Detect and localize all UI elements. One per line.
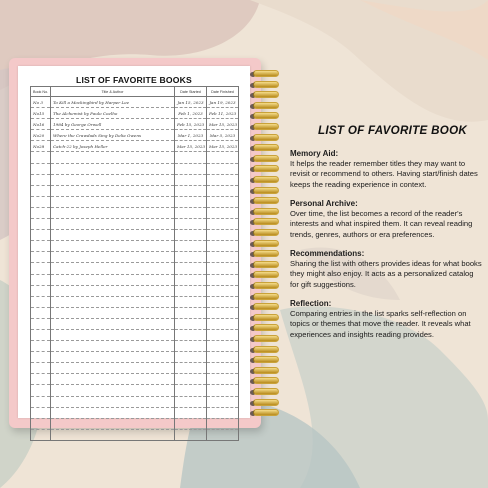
page-title: LIST OF FAVORITE BOOKS bbox=[76, 75, 192, 85]
date-finished-cell bbox=[207, 318, 239, 329]
spiral-ring bbox=[250, 229, 280, 237]
empty-table-row bbox=[31, 296, 239, 307]
date-finished-cell bbox=[207, 274, 239, 285]
date-finished-cell bbox=[207, 363, 239, 374]
date-started-cell bbox=[175, 296, 207, 307]
ring-wire bbox=[253, 367, 279, 374]
ring-wire bbox=[253, 250, 279, 257]
title-author-cell bbox=[51, 230, 175, 241]
date-finished-cell bbox=[207, 252, 239, 263]
section-heading: Recommendations: bbox=[290, 249, 365, 258]
book-number-cell bbox=[31, 174, 51, 185]
date-finished-cell bbox=[207, 263, 239, 274]
empty-table-row bbox=[31, 363, 239, 374]
book-number-cell bbox=[31, 429, 51, 440]
date-started-cell bbox=[175, 429, 207, 440]
date-finished-cell: Mar 15, 2023 bbox=[207, 141, 239, 152]
title-author-cell: Where the Crawdads Sing by Delia Owens bbox=[51, 130, 175, 141]
spiral-ring bbox=[250, 250, 280, 258]
date-finished-cell bbox=[207, 219, 239, 230]
spiral-ring bbox=[250, 208, 280, 216]
date-finished-cell bbox=[207, 352, 239, 363]
empty-table-row bbox=[31, 429, 239, 440]
date-started-cell bbox=[175, 207, 207, 218]
table-row bbox=[31, 108, 239, 119]
book-number-cell bbox=[31, 152, 51, 163]
ring-wire bbox=[253, 187, 279, 194]
column-header-title-author: Title & Author bbox=[51, 87, 175, 97]
table-body bbox=[31, 97, 239, 441]
book-number-cell bbox=[31, 241, 51, 252]
date-started-cell bbox=[175, 152, 207, 163]
date-started-cell bbox=[175, 219, 207, 230]
date-started-cell bbox=[175, 418, 207, 429]
title-author-cell: Catch-22 by Joseph Heller bbox=[51, 141, 175, 152]
spiral-ring bbox=[250, 356, 280, 364]
date-started-cell bbox=[175, 196, 207, 207]
ring-wire bbox=[253, 144, 279, 151]
ring-wire bbox=[253, 112, 279, 119]
section-body: Comparing entries in the list sparks self-reflection on topics or themes that move the reader. It reveals what experiences and insights reading provides. bbox=[290, 309, 471, 339]
book-number-cell bbox=[31, 252, 51, 263]
ring-wire bbox=[253, 81, 279, 88]
date-finished-cell bbox=[207, 329, 239, 340]
info-section-personal-archive bbox=[290, 198, 482, 240]
title-author-cell: The Alchemist by Paulo Coelho bbox=[51, 108, 175, 119]
date-finished-cell bbox=[207, 407, 239, 418]
date-started-cell bbox=[175, 241, 207, 252]
ring-wire bbox=[253, 70, 279, 77]
date-finished-cell bbox=[207, 418, 239, 429]
table-row bbox=[31, 141, 239, 152]
book-number-cell bbox=[31, 341, 51, 352]
ring-wire bbox=[253, 197, 279, 204]
title-author-cell bbox=[51, 185, 175, 196]
empty-table-row bbox=[31, 407, 239, 418]
book-number-cell: No15 bbox=[31, 108, 51, 119]
date-started-cell bbox=[175, 274, 207, 285]
info-section-recommendations bbox=[290, 248, 482, 290]
title-author-cell bbox=[51, 152, 175, 163]
title-author-cell: 1984 by George Orwell bbox=[51, 119, 175, 130]
info-section-reflection bbox=[290, 298, 482, 340]
ring-wire bbox=[253, 91, 279, 98]
spiral-ring bbox=[250, 314, 280, 322]
spiral-ring bbox=[250, 346, 280, 354]
spiral-ring bbox=[250, 81, 280, 89]
date-finished-cell bbox=[207, 174, 239, 185]
date-finished-cell: Mar 5, 2023 bbox=[207, 130, 239, 141]
ring-wire bbox=[253, 155, 279, 162]
table-row bbox=[31, 130, 239, 141]
date-started-cell bbox=[175, 385, 207, 396]
book-number-cell bbox=[31, 318, 51, 329]
title-author-cell bbox=[51, 341, 175, 352]
title-author-cell bbox=[51, 418, 175, 429]
spiral-ring bbox=[250, 271, 280, 279]
empty-table-row bbox=[31, 174, 239, 185]
date-started-cell bbox=[175, 252, 207, 263]
book-number-cell bbox=[31, 185, 51, 196]
date-finished-cell bbox=[207, 241, 239, 252]
book-number-cell bbox=[31, 163, 51, 174]
date-finished-cell: Feb 11, 2023 bbox=[207, 108, 239, 119]
table-header-row bbox=[31, 87, 239, 97]
empty-table-row bbox=[31, 230, 239, 241]
section-body: Over time, the list becomes a record of the reader's interests and what inspired them. It can reveal reading trends, genres, authors or era preferences. bbox=[290, 209, 473, 239]
ring-wire bbox=[253, 346, 279, 353]
date-started-cell bbox=[175, 374, 207, 385]
empty-table-row bbox=[31, 185, 239, 196]
empty-table-row bbox=[31, 329, 239, 340]
spiral-ring bbox=[250, 388, 280, 396]
book-number-cell bbox=[31, 352, 51, 363]
ring-wire bbox=[253, 303, 279, 310]
book-number-cell bbox=[31, 296, 51, 307]
date-finished-cell bbox=[207, 152, 239, 163]
ring-wire bbox=[253, 208, 279, 215]
title-author-cell bbox=[51, 252, 175, 263]
spiral-ring bbox=[250, 144, 280, 152]
date-started-cell bbox=[175, 363, 207, 374]
book-number-cell: No28 bbox=[31, 141, 51, 152]
ring-wire bbox=[253, 356, 279, 363]
date-started-cell: Mar 15, 2023 bbox=[175, 141, 207, 152]
spiral-ring bbox=[250, 303, 280, 311]
title-author-cell bbox=[51, 274, 175, 285]
empty-table-row bbox=[31, 196, 239, 207]
date-started-cell: Feb 1, 2023 bbox=[175, 108, 207, 119]
book-number-cell bbox=[31, 307, 51, 318]
date-finished-cell bbox=[207, 207, 239, 218]
spiral-ring bbox=[250, 399, 280, 407]
notebook-page bbox=[18, 66, 250, 418]
spiral-ring bbox=[250, 218, 280, 226]
ring-wire bbox=[253, 123, 279, 130]
title-author-cell bbox=[51, 407, 175, 418]
book-number-cell: No 3 bbox=[31, 97, 51, 108]
empty-table-row bbox=[31, 385, 239, 396]
date-finished-cell bbox=[207, 341, 239, 352]
info-title: LIST OF FAVORITE BOOK bbox=[318, 124, 468, 137]
date-started-cell: Jan 15, 2023 bbox=[175, 97, 207, 108]
book-number-cell bbox=[31, 219, 51, 230]
title-author-cell: To Kill a Mockingbird by Harper Lee bbox=[51, 97, 175, 108]
ring-wire bbox=[253, 377, 279, 384]
book-number-cell bbox=[31, 329, 51, 340]
spiral-ring bbox=[250, 377, 280, 385]
book-number-cell bbox=[31, 196, 51, 207]
spiral-ring bbox=[250, 197, 280, 205]
date-started-cell bbox=[175, 163, 207, 174]
book-number-cell bbox=[31, 418, 51, 429]
spiral-ring bbox=[250, 112, 280, 120]
spiral-ring bbox=[250, 70, 280, 78]
ring-wire bbox=[253, 240, 279, 247]
empty-table-row bbox=[31, 241, 239, 252]
empty-table-row bbox=[31, 207, 239, 218]
empty-table-row bbox=[31, 374, 239, 385]
title-author-cell bbox=[51, 219, 175, 230]
section-heading: Personal Archive: bbox=[290, 199, 358, 208]
date-finished-cell bbox=[207, 429, 239, 440]
spiral-ring bbox=[250, 165, 280, 173]
title-author-cell bbox=[51, 285, 175, 296]
date-finished-cell bbox=[207, 307, 239, 318]
ring-wire bbox=[253, 102, 279, 109]
spiral-ring bbox=[250, 176, 280, 184]
ring-wire bbox=[253, 176, 279, 183]
title-author-cell bbox=[51, 174, 175, 185]
ring-wire bbox=[253, 409, 279, 416]
book-number-cell bbox=[31, 230, 51, 241]
title-author-cell bbox=[51, 318, 175, 329]
section-body: It helps the reader remember titles they may want to revisit or recommend to others. Having start/finish dates keeps the reading experience in context. bbox=[290, 159, 478, 189]
table-row bbox=[31, 119, 239, 130]
date-finished-cell bbox=[207, 185, 239, 196]
spiral-ring bbox=[250, 102, 280, 110]
section-body: Sharing the list with others provides ideas for what books they might also enjoy. It acts as a personalized catalog for gift suggestions. bbox=[290, 259, 482, 289]
date-finished-cell bbox=[207, 196, 239, 207]
title-author-cell bbox=[51, 329, 175, 340]
spiral-ring bbox=[250, 282, 280, 290]
date-started-cell bbox=[175, 407, 207, 418]
title-author-cell bbox=[51, 363, 175, 374]
date-started-cell bbox=[175, 174, 207, 185]
ring-wire bbox=[253, 399, 279, 406]
spiral-ring bbox=[250, 324, 280, 332]
empty-table-row bbox=[31, 285, 239, 296]
empty-table-row bbox=[31, 307, 239, 318]
date-started-cell: Feb 15, 2023 bbox=[175, 119, 207, 130]
empty-table-row bbox=[31, 318, 239, 329]
ring-wire bbox=[253, 282, 279, 289]
empty-table-row bbox=[31, 341, 239, 352]
column-header-date-finished: Date Finished bbox=[207, 87, 239, 97]
title-author-cell bbox=[51, 241, 175, 252]
empty-table-row bbox=[31, 252, 239, 263]
date-finished-cell bbox=[207, 396, 239, 407]
date-started-cell bbox=[175, 396, 207, 407]
spiral-ring bbox=[250, 91, 280, 99]
title-author-cell bbox=[51, 374, 175, 385]
title-author-cell bbox=[51, 196, 175, 207]
book-number-cell: No20 bbox=[31, 130, 51, 141]
spiral-ring bbox=[250, 367, 280, 375]
section-heading: Reflection: bbox=[290, 299, 332, 308]
ring-wire bbox=[253, 335, 279, 342]
ring-wire bbox=[253, 229, 279, 236]
date-started-cell bbox=[175, 341, 207, 352]
spiral-ring bbox=[250, 155, 280, 163]
ring-wire bbox=[253, 324, 279, 331]
ring-wire bbox=[253, 314, 279, 321]
column-header-book-no: Book No. bbox=[31, 87, 51, 97]
date-finished-cell bbox=[207, 296, 239, 307]
table-row bbox=[31, 97, 239, 108]
spiral-ring bbox=[250, 409, 280, 417]
date-started-cell bbox=[175, 230, 207, 241]
column-header-date-started: Date Started bbox=[175, 87, 207, 97]
date-started-cell bbox=[175, 263, 207, 274]
book-number-cell: No16 bbox=[31, 119, 51, 130]
title-author-cell bbox=[51, 429, 175, 440]
ring-wire bbox=[253, 293, 279, 300]
date-started-cell bbox=[175, 307, 207, 318]
date-started-cell bbox=[175, 318, 207, 329]
book-number-cell bbox=[31, 396, 51, 407]
empty-table-row bbox=[31, 418, 239, 429]
date-started-cell: Mar 1, 2023 bbox=[175, 130, 207, 141]
book-number-cell bbox=[31, 274, 51, 285]
title-author-cell bbox=[51, 296, 175, 307]
empty-table-row bbox=[31, 396, 239, 407]
empty-table-row bbox=[31, 152, 239, 163]
spiral-ring bbox=[250, 293, 280, 301]
title-author-cell bbox=[51, 307, 175, 318]
empty-table-row bbox=[31, 263, 239, 274]
date-finished-cell bbox=[207, 374, 239, 385]
book-number-cell bbox=[31, 285, 51, 296]
section-heading: Memory Aid: bbox=[290, 149, 339, 158]
ring-wire bbox=[253, 134, 279, 141]
date-finished-cell: Mar 15, 2023 bbox=[207, 119, 239, 130]
title-author-cell bbox=[51, 396, 175, 407]
date-started-cell bbox=[175, 329, 207, 340]
ring-wire bbox=[253, 388, 279, 395]
date-finished-cell bbox=[207, 163, 239, 174]
spiral-ring bbox=[250, 261, 280, 269]
book-number-cell bbox=[31, 263, 51, 274]
date-started-cell bbox=[175, 185, 207, 196]
title-author-cell bbox=[51, 263, 175, 274]
date-finished-cell: Jan 19, 2023 bbox=[207, 97, 239, 108]
spiral-ring bbox=[250, 240, 280, 248]
title-author-cell bbox=[51, 163, 175, 174]
spiral-ring bbox=[250, 123, 280, 131]
book-number-cell bbox=[31, 385, 51, 396]
ring-wire bbox=[253, 261, 279, 268]
date-started-cell bbox=[175, 352, 207, 363]
date-finished-cell bbox=[207, 385, 239, 396]
empty-table-row bbox=[31, 274, 239, 285]
title-author-cell bbox=[51, 352, 175, 363]
empty-table-row bbox=[31, 352, 239, 363]
title-author-cell bbox=[51, 207, 175, 218]
ring-wire bbox=[253, 218, 279, 225]
book-number-cell bbox=[31, 407, 51, 418]
ring-wire bbox=[253, 165, 279, 172]
date-finished-cell bbox=[207, 285, 239, 296]
book-number-cell bbox=[31, 207, 51, 218]
spiral-ring bbox=[250, 335, 280, 343]
empty-table-row bbox=[31, 219, 239, 230]
ring-wire bbox=[253, 271, 279, 278]
spiral-binding bbox=[250, 70, 282, 420]
book-number-cell bbox=[31, 363, 51, 374]
date-started-cell bbox=[175, 285, 207, 296]
empty-table-row bbox=[31, 163, 239, 174]
title-author-cell bbox=[51, 385, 175, 396]
date-finished-cell bbox=[207, 230, 239, 241]
spiral-ring bbox=[250, 134, 280, 142]
spiral-ring bbox=[250, 187, 280, 195]
book-number-cell bbox=[31, 374, 51, 385]
info-section-memory-aid bbox=[290, 148, 482, 190]
book-table bbox=[30, 86, 239, 441]
